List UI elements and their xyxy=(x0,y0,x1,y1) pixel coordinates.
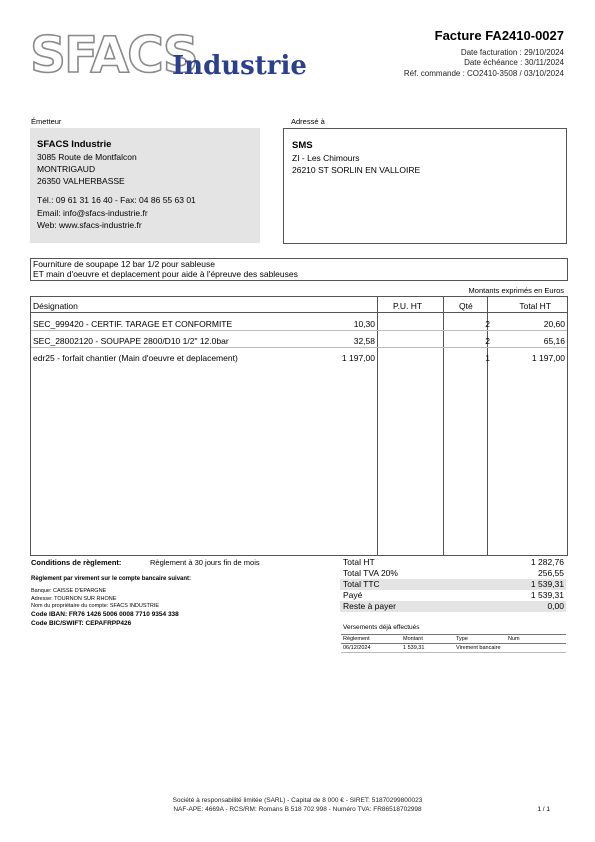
emitter-city: MONTRIGAUD xyxy=(37,164,96,174)
note-line: Fourniture de soupape 12 bar 1/2 pour sableuse xyxy=(33,259,215,269)
payments-done-heading: Versements déjà effectués xyxy=(343,624,420,631)
payments-header-reglement: Règlement xyxy=(343,636,370,642)
row-total: 1 197,00 xyxy=(531,353,565,363)
emitter-box xyxy=(30,128,260,243)
recipient-address-line: ZI - Les Chimours xyxy=(292,153,360,163)
total-row xyxy=(340,590,566,601)
recipient-city: 26210 ST SORLIN EN VALLOIRE xyxy=(292,165,421,175)
header-designation: Désignation xyxy=(33,301,78,311)
payment-amount: 1 539,31 xyxy=(403,645,425,651)
order-reference: Réf. commande : CO2410-3508 / 03/10/2024 xyxy=(403,69,564,78)
emitter-address-line: 3085 Route de Montfalcon xyxy=(37,152,137,162)
header-total: Total HT xyxy=(519,301,551,311)
footer-legal-line: NAF-APE: 4669A - RCS/RM: Romans B 518 702 998 - Numéro TVA: FR86518702998 xyxy=(173,806,422,813)
row-unit-price: 10,30 xyxy=(353,319,375,329)
header-quantity: Qté xyxy=(459,301,473,311)
payments-header-type: Type xyxy=(456,636,468,642)
transfer-heading: Règlement par virement sur le compte bancaire suivant: xyxy=(31,576,192,582)
recipient-name: SMS xyxy=(292,140,313,151)
row-designation: SEC_999420 - CERTIF. TARAGE ET CONFORMITE xyxy=(33,319,233,329)
emitter-email[interactable]: Email: info@sfacs-industrie.fr xyxy=(37,208,148,218)
note-line: ET main d'oeuvre et deplacement pour aide à l'épreuve des sableuses xyxy=(33,269,298,279)
company-logo-suffix: Industrie xyxy=(172,51,307,81)
row-designation: edr25 - forfait chantier (Main d'oeuvre et deplacement) xyxy=(33,353,238,363)
total-row xyxy=(340,568,566,579)
invoice-due-date: Date échéance : 30/11/2024 xyxy=(464,58,564,67)
total-label: Payé xyxy=(343,590,363,600)
account-owner: Nom du propriétaire du compte: SFACS INDUSTRIE xyxy=(31,603,160,609)
recipient-heading: Adressé à xyxy=(291,117,325,126)
payments-header-num: Num xyxy=(508,636,520,642)
row-total: 20,60 xyxy=(543,319,565,329)
row-unit-price: 32,58 xyxy=(353,336,375,346)
emitter-heading: Émetteur xyxy=(31,117,62,126)
bank-name: Banque: CAISSE D'EPARGNE xyxy=(31,588,107,594)
page-number: 1 / 1 xyxy=(537,806,550,813)
payment-date: 06/12/2024 xyxy=(343,645,371,651)
total-row xyxy=(340,557,566,568)
total-row xyxy=(340,579,566,590)
invoice-notes xyxy=(30,258,568,281)
company-logo: SFACS xyxy=(30,26,197,84)
total-label: Reste à payer xyxy=(343,601,396,611)
total-value: 0,00 xyxy=(547,601,564,611)
items-table xyxy=(30,296,568,556)
recipient-box xyxy=(283,128,567,244)
row-quantity: 2 xyxy=(485,319,490,329)
row-total: 65,16 xyxy=(543,336,565,346)
invoice-title: Facture FA2410-0027 xyxy=(434,28,564,43)
total-label: Total HT xyxy=(343,557,375,567)
bank-address: Adresse: TOURNON SUR RHONE xyxy=(31,596,117,602)
currency-note: Montants exprimés en Euros xyxy=(468,286,564,295)
total-value: 1 539,31 xyxy=(530,590,564,600)
emitter-name: SFACS Industrie xyxy=(37,139,112,150)
bic: Code BIC/SWIFT: CEPAFRPP426 xyxy=(31,620,132,627)
total-value: 1 539,31 xyxy=(530,579,564,589)
total-value: 1 282,76 xyxy=(530,557,564,567)
row-quantity: 1 xyxy=(485,353,490,363)
footer-legal-line: Société à responsabilité limitée (SARL) - Capital de 8 000 € - SIRET: 51870299800023 xyxy=(172,797,423,804)
total-row xyxy=(340,601,566,612)
total-value: 256,55 xyxy=(538,568,564,578)
header-unit-price: P.U. HT xyxy=(393,301,423,311)
emitter-postcode: 26350 VALHERBASSE xyxy=(37,176,125,186)
payment-conditions-value: Règlement à 30 jours fin de mois xyxy=(150,558,260,567)
iban: Code IBAN: FR76 1426 5006 0008 7710 9354 338 xyxy=(31,611,179,618)
total-label: Total TTC xyxy=(343,579,380,589)
emitter-website[interactable]: Web: www.sfacs-industrie.fr xyxy=(37,220,142,230)
payments-header-montant: Montant xyxy=(403,636,423,642)
row-quantity: 2 xyxy=(485,336,490,346)
invoice-date: Date facturation : 29/10/2024 xyxy=(460,48,564,57)
total-label: Total TVA 20% xyxy=(343,568,398,578)
row-unit-price: 1 197,00 xyxy=(341,353,375,363)
emitter-phone: Tél.: 09 61 31 16 40 - Fax: 04 86 55 63 01 xyxy=(37,195,196,205)
payment-conditions-label: Conditions de règlement: xyxy=(31,558,122,567)
row-designation: SEC_28002120 - SOUPAPE 2800/D10 1/2" 12.0bar xyxy=(33,336,229,346)
payment-type: Virement bancaire xyxy=(456,645,501,651)
